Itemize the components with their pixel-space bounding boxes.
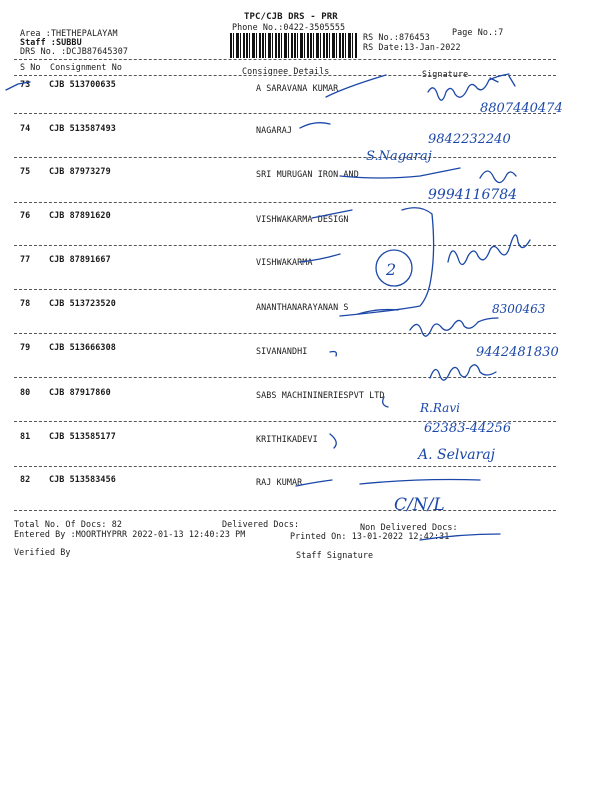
- phone-number: Phone No.:0422-3505555: [232, 22, 346, 32]
- table-row: [0, 387, 600, 400]
- col-sno: S No: [20, 62, 41, 72]
- printed-on: Printed On: 13-01-2022 12:42:31: [290, 531, 450, 541]
- divider: [14, 59, 556, 60]
- row-sno: 76: [20, 210, 31, 220]
- row-consignment: CJB 513583456: [49, 474, 116, 484]
- handwritten-name: A. Selvaraj: [418, 447, 495, 463]
- table-row: [0, 166, 600, 179]
- row-sno: 75: [20, 166, 31, 176]
- divider: [14, 113, 556, 114]
- row-sno: 82: [20, 474, 31, 484]
- rs-number: RS No.:876453: [363, 32, 430, 42]
- row-sno: 80: [20, 387, 31, 397]
- divider: [14, 157, 556, 158]
- row-consignee: VISHWAKARMA DESIGN: [256, 214, 349, 224]
- pen-stroke: [330, 352, 336, 357]
- row-consignee: NAGARAJ: [256, 125, 292, 135]
- row-consignee: KRITHIKADEVI: [256, 434, 318, 444]
- staff-signature: Staff Signature: [296, 550, 374, 560]
- col-signature: Signature: [422, 69, 469, 79]
- table-row: [0, 474, 600, 487]
- row-consignment: CJB 87917860: [49, 387, 111, 397]
- row-consignment: CJB 87973279: [49, 166, 111, 176]
- total-docs: Total No. Of Docs: 82: [14, 519, 122, 529]
- handwritten-phone: 9842232240: [428, 132, 511, 147]
- handwritten-name: R.Ravi: [420, 401, 460, 415]
- handwritten-phone: 9442481830: [476, 345, 559, 360]
- divider: [14, 510, 556, 511]
- row-consignment: CJB 513723520: [49, 298, 116, 308]
- drs-number: DRS No. :DCJB87645307: [20, 46, 128, 56]
- col-consignee: Consignee Details: [242, 66, 330, 76]
- divider: [14, 75, 556, 76]
- handwritten-phone: 62383-44256: [424, 421, 512, 436]
- row-consignee: VISHWAKARMA: [256, 257, 313, 267]
- row-sno: 79: [20, 342, 31, 352]
- handwritten-phone: 9994116784: [428, 187, 518, 203]
- rs-date: RS Date:13-Jan-2022: [363, 42, 461, 52]
- row-sno: 81: [20, 431, 31, 441]
- row-consignment: CJB 513585177: [49, 431, 116, 441]
- row-consignment: CJB 513587493: [49, 123, 116, 133]
- barcode-icon: [230, 33, 358, 58]
- table-row: [0, 254, 600, 267]
- divider: [14, 466, 556, 467]
- row-sno: 73: [20, 79, 31, 89]
- row-consignee: SABS MACHININERIESPVT LTD: [256, 390, 385, 400]
- table-row: [0, 123, 600, 133]
- verified-by: Verified By: [14, 547, 71, 557]
- row-consignee: ANANTHANARAYANAN S: [256, 302, 349, 312]
- row-sno: 74: [20, 123, 31, 133]
- row-consignment: CJB 513666308: [49, 342, 116, 352]
- row-sno: 78: [20, 298, 31, 308]
- row-consignee: A SARAVANA KUMAR: [256, 83, 339, 93]
- staff-label: Staff :SUBBU: [20, 37, 82, 47]
- page-number: Page No.:7: [452, 27, 504, 37]
- row-sno: 77: [20, 254, 31, 264]
- non-delivered-docs: Non Delivered Docs:: [360, 522, 458, 532]
- row-consignee: SIVANANDHI: [256, 346, 308, 356]
- divider: [14, 421, 556, 422]
- entered-by: Entered By :MOORTHYPRR 2022-01-13 12:40:23 PM: [14, 529, 246, 539]
- row-consignee: SRI MURUGAN IRON AND: [256, 169, 359, 179]
- handwritten-phone: 8300463: [492, 302, 546, 316]
- table-row: [0, 431, 600, 444]
- divider: [14, 245, 556, 246]
- circled-number: 2: [386, 260, 397, 279]
- handwritten-phone: 8807440474: [480, 101, 563, 116]
- handwritten-mark: C/N/L: [394, 495, 445, 515]
- pen-stroke: [358, 310, 398, 315]
- col-consignment: Consignment No: [50, 62, 122, 72]
- document-title: TPC/CJB DRS - PRR: [244, 12, 338, 22]
- row-consignment: CJB 87891620: [49, 210, 111, 220]
- handwritten-name: S.Nagaraj: [366, 149, 432, 164]
- table-row: [0, 79, 600, 93]
- row-consignment: CJB 87891667: [49, 254, 111, 264]
- table-row: [0, 210, 600, 224]
- divider: [14, 333, 556, 334]
- delivered-docs: Delivered Docs:: [222, 519, 300, 529]
- row-consignee: RAJ KUMAR: [256, 477, 303, 487]
- divider: [14, 202, 556, 203]
- divider: [14, 289, 556, 290]
- area-label: Area :THETHEPALAYAM: [20, 28, 118, 38]
- row-consignment: CJB 513700635: [49, 79, 116, 89]
- divider: [14, 377, 556, 378]
